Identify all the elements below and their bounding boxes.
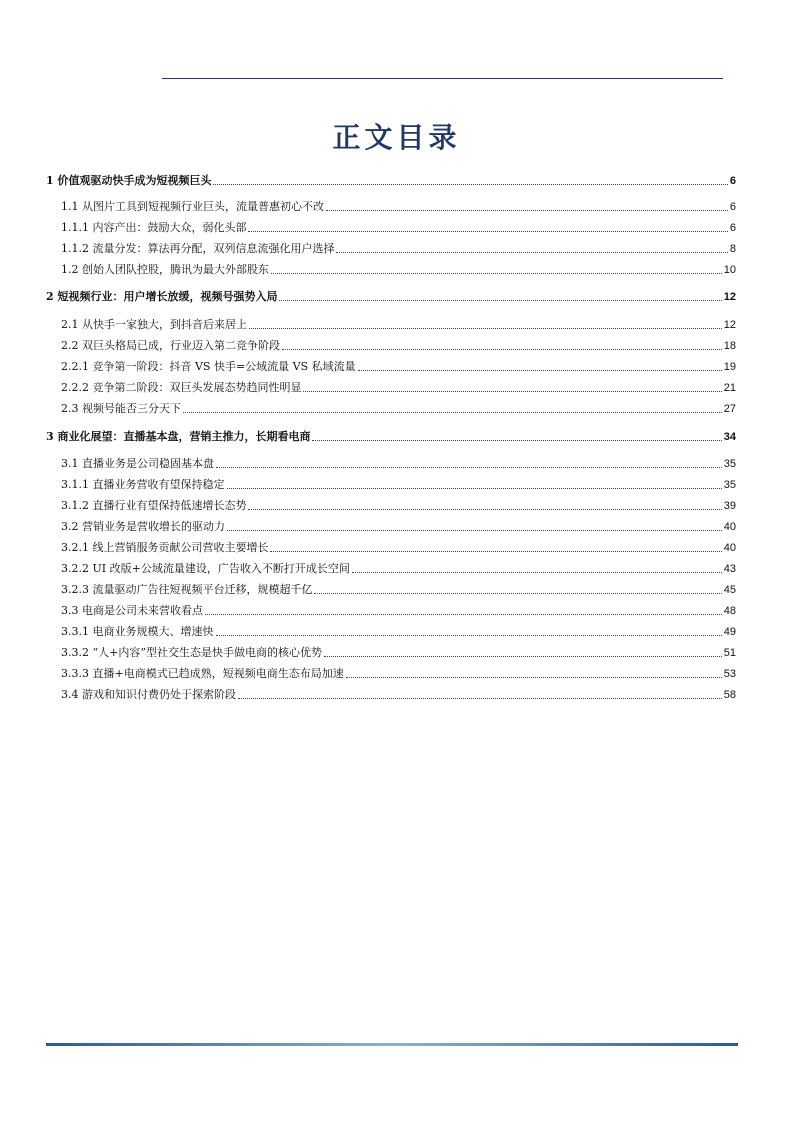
toc-entry[interactable] <box>46 170 736 188</box>
toc-dot-leader <box>282 349 722 350</box>
toc-entry[interactable] <box>46 474 736 492</box>
toc-entry-label: 3.3 电商是公司未来营收看点 <box>61 604 203 617</box>
toc-page-number: 39 <box>723 500 736 512</box>
toc-page-number: 58 <box>723 689 736 701</box>
toc-page-number: 10 <box>723 264 736 276</box>
toc-dot-leader <box>336 252 727 253</box>
toc-entry[interactable] <box>46 217 736 235</box>
toc-entry-label: 1.1 从图片工具到短视频行业巨头，流量普惠初心不改 <box>61 200 324 213</box>
toc-page-number: 6 <box>729 201 736 213</box>
toc-entry[interactable] <box>46 398 736 416</box>
toc-dot-leader <box>205 614 722 615</box>
toc-page-number: 12 <box>723 291 736 303</box>
toc-entry[interactable] <box>46 196 736 214</box>
toc-entry-label: 1.1.2 流量分发：算法再分配，双列信息流强化用户选择 <box>61 242 335 255</box>
toc-entry-label: 3.2.1 线上营销服务贡献公司营收主要增长 <box>61 541 269 554</box>
toc-dot-leader <box>216 467 722 468</box>
toc-entry-label: 2.2 双巨头格局已成，行业迈入第二竞争阶段 <box>61 339 280 352</box>
toc-dot-leader <box>213 184 727 185</box>
toc-entry-label: 2.2.2 竞争第二阶段：双巨头发展态势趋同性明显 <box>61 381 302 394</box>
toc-dot-leader <box>279 300 721 301</box>
toc-page-number: 51 <box>723 647 736 659</box>
toc-entry-label: 3.2 营销业务是营收增长的驱动力 <box>61 520 225 533</box>
toc-entry-label: 2 短视频行业：用户增长放缓，视频号强势入局 <box>46 290 278 303</box>
toc-dot-leader <box>248 509 721 510</box>
toc-page-number: 48 <box>723 605 736 617</box>
toc-page-number: 6 <box>729 222 736 234</box>
toc-entry[interactable] <box>46 377 736 395</box>
toc-entry[interactable] <box>46 621 736 639</box>
toc-dot-leader <box>303 391 721 392</box>
toc-entry[interactable] <box>46 238 736 256</box>
toc-entry[interactable] <box>46 286 736 304</box>
toc-entry[interactable] <box>46 335 736 353</box>
toc-page-number: 40 <box>723 521 736 533</box>
toc-dot-leader <box>216 635 722 636</box>
toc-entry-label: 3.1.2 直播行业有望保持低速增长态势 <box>61 499 247 512</box>
toc-entry-label: 3.3.1 电商业务规模大、增速快 <box>61 625 214 638</box>
toc-entry[interactable] <box>46 600 736 618</box>
toc-entry-label: 3.4 游戏和知识付费仍处于探索阶段 <box>61 688 236 701</box>
toc-entry-label: 2.1 从快手一家独大，到抖音后来居上 <box>61 318 247 331</box>
toc-dot-leader <box>227 530 722 531</box>
toc-entry[interactable] <box>46 537 736 555</box>
toc-entry[interactable] <box>46 516 736 534</box>
toc-page-number: 45 <box>723 584 736 596</box>
toc-entry[interactable] <box>46 259 736 277</box>
toc-entry-label: 3.2.2 UI 改版+公域流量建设，广告收入不断打开成长空间 <box>61 562 350 575</box>
toc-entry[interactable] <box>46 495 736 513</box>
toc-page-number: 6 <box>729 175 736 187</box>
toc-dot-leader <box>183 412 722 413</box>
toc-dot-leader <box>352 572 722 573</box>
header-rule <box>162 78 723 79</box>
toc-page-number: 35 <box>723 458 736 470</box>
toc-page-number: 34 <box>723 431 736 443</box>
toc-dot-leader <box>227 488 722 489</box>
toc-entry-label: 2.3 视频号能否三分天下 <box>61 402 181 415</box>
toc-entry[interactable] <box>46 558 736 576</box>
toc-page-number: 27 <box>723 403 736 415</box>
toc-entry[interactable] <box>46 426 736 444</box>
toc-dot-leader <box>346 677 722 678</box>
toc-dot-leader <box>324 656 722 657</box>
footer-rule <box>46 1043 738 1046</box>
toc-page-number: 49 <box>723 626 736 638</box>
toc-entry-label: 1.2 创始人团队控股，腾讯为最大外部股东 <box>61 263 269 276</box>
toc-entry[interactable] <box>46 356 736 374</box>
toc-dot-leader <box>314 593 721 594</box>
toc-dot-leader <box>312 440 721 441</box>
toc-page-number: 43 <box>723 563 736 575</box>
toc-entry-label: 1.1.1 内容产出：鼓励大众，弱化头部 <box>61 221 247 234</box>
toc-entry[interactable] <box>46 642 736 660</box>
toc-dot-leader <box>249 328 722 329</box>
toc-entry-label: 3.3.3 直播+电商模式已趋成熟，短视频电商生态布局加速 <box>61 667 344 680</box>
toc-entry[interactable] <box>46 314 736 332</box>
toc-entry-label: 1 价值观驱动快手成为短视频巨头 <box>46 174 212 187</box>
toc-dot-leader <box>326 210 728 211</box>
toc-entry-label: 3 商业化展望：直播基本盘，营销主推力，长期看电商 <box>46 430 311 443</box>
toc-dot-leader <box>270 551 721 552</box>
toc-page-number: 18 <box>723 340 736 352</box>
toc-dot-leader <box>248 231 727 232</box>
toc-page-number: 21 <box>723 382 736 394</box>
toc-entry-label: 3.1 直播业务是公司稳固基本盘 <box>61 457 214 470</box>
toc-dot-leader <box>271 273 722 274</box>
page-title: 正文目录 <box>332 121 461 154</box>
toc-page-number: 40 <box>723 542 736 554</box>
toc-entry-label: 3.1.1 直播业务营收有望保持稳定 <box>61 478 225 491</box>
toc-entry-label: 3.3.2 “人+内容”型社交生态是快手做电商的核心优势 <box>61 646 322 659</box>
toc-entry-label: 2.2.1 竞争第一阶段：抖音 VS 快手=公域流量 VS 私域流量 <box>61 360 356 373</box>
toc-entry[interactable] <box>46 663 736 681</box>
toc-dot-leader <box>238 698 722 699</box>
toc-page-number: 35 <box>723 479 736 491</box>
toc-page-number: 53 <box>723 668 736 680</box>
toc-dot-leader <box>358 370 722 371</box>
toc-entry[interactable] <box>46 453 736 471</box>
toc-page-number: 12 <box>723 319 736 331</box>
toc-entry[interactable] <box>46 684 736 702</box>
toc-page-number: 8 <box>729 243 736 255</box>
toc-entry[interactable] <box>46 579 736 597</box>
toc-entry-label: 3.2.3 流量驱动广告往短视频平台迁移，规模超千亿 <box>61 583 313 596</box>
toc-page-number: 19 <box>723 361 736 373</box>
